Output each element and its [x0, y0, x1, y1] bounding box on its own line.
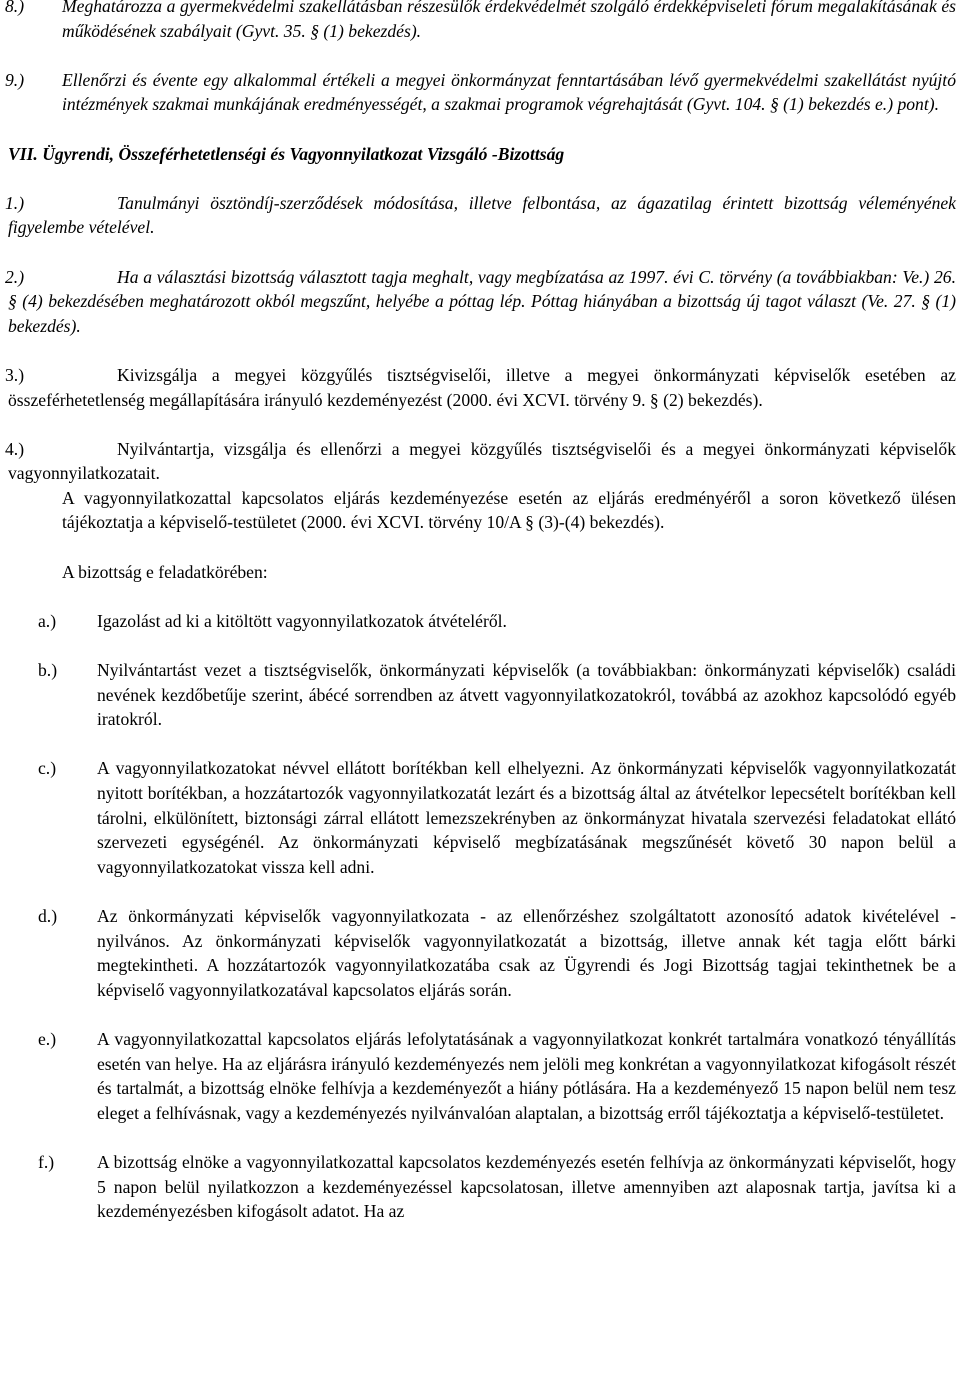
sub-item-label: c.) — [38, 758, 57, 779]
list-item-2 — [0, 265, 960, 339]
sub-item-b — [0, 658, 960, 732]
sub-item-text: Igazolást ad ki a kitöltött vagyonnyilatkozatok átvételéről. — [97, 610, 507, 631]
item-number: 2.) — [5, 266, 25, 287]
item-number: 1.) — [5, 192, 25, 213]
sub-item-e — [0, 1027, 960, 1125]
list-item-3 — [0, 363, 960, 412]
sub-item-text: A vagyonnyilatkozatokat névvel ellátott borítékban kell elhelyezni. Az önkormányzati képviselők vagyonnyilatkozatát nyitott borítékban, a hozzátartozók vagyonnyilatkozatát lezárt és a bizottság által az átvételkor lepecsételt borítékban kell tárolni, elkülönített, biztonsági zárral ellátott lemezszekrényben az önkormányzat hivatala szervezési feladatokat ellátó szervezeti egységénél. Az önkormányzati képviselő megbízatásának megszűnését követő 30 napon belül a vagyonnyilatkozatokat vissza kell adni. — [97, 758, 956, 877]
sub-item-label: f.) — [38, 1151, 55, 1172]
sub-item-a — [0, 609, 960, 634]
section-heading: VII. Ügyrendi, Összeférhetetlenségi és Vagyonnyilatkozat Vizsgáló -Bizottság — [8, 143, 565, 164]
item-number: 3.) — [5, 364, 25, 385]
list-item-9 — [0, 68, 960, 117]
sub-item-label: e.) — [38, 1028, 57, 1049]
sub-item-text: A bizottság elnöke a vagyonnyilatkozattal kapcsolatos kezdeményezés esetén felhívja az önkormányzati képviselőt, hogy 5 napon belül nyilatkozzon a kezdeményezéssel kapcsolatosan, illetve amennyiben azt alaposnak tartja, javítsa ki a kezdeményezésben kifogásolt adatot. Ha az — [97, 1151, 956, 1222]
sub-item-label: b.) — [38, 660, 58, 681]
item-number: 8.) — [5, 0, 25, 16]
item-text: Tanulmányi ösztöndíj-szerződések módosítása, illetve felbontása, az ágazatilag érintett bizottság véleményének figyelembe vételével. — [8, 192, 956, 238]
sub-item-label: a.) — [38, 610, 57, 631]
list-item-8 — [0, 0, 960, 43]
item-text-continuation: A vagyonnyilatkozattal kapcsolatos eljárás kezdeményezése esetén az eljárás eredményéről a soron következő ülésen tájékoztatja a képviselő-testületet (2000. évi XCVI. törvény 10/A § (3)-(4) bekezdés). — [62, 487, 956, 533]
sub-item-d — [0, 904, 960, 1002]
item-text: Nyilvántartja, vizsgálja és ellenőrzi a megyei közgyűlés tisztségviselői és a megyei önkormányzati képviselők vagyonnyilatkozatait. — [8, 438, 956, 484]
sub-item-text: Az önkormányzati képviselők vagyonnyilatkozata - az ellenőrzéshez szolgáltatott azonosító adatok kivételével - nyilvános. Az önkormányzati képviselők vagyonnyilatkozatát a bizottság, illetve annak két tagja előtt bárki megtekintheti. A hozzátartozók vagyonnyilatkozatába csak az Ügyrendi és Jogi Bizottság tagjai tekinthetnek be a képviselő vagyonnyilatkozatával kapcsolatos eljárás során. — [97, 905, 956, 1000]
subheading: A bizottság e feladatkörében: — [62, 561, 268, 582]
sub-item-label: d.) — [38, 905, 58, 926]
sub-item-text: A vagyonnyilatkozattal kapcsolatos eljárás lefolytatásának a vagyonnyilatkozat konkrét tartalmára vonatkozó tényállítás esetén van helye. Ha az eljárásra irányuló kezdeményezés nem jelöli meg konkrétan a vagyonnyilatkozat kifogásolt részét és tartalmát, a bizottság elnöke felhívja a kezdeményezőt a hiány pótlására. Ha a kezdeményező 15 napon belül nem tesz eleget a felhívásnak, vagy a kezdeményezés nyilvánvalóan alaptalan, a bizottság erről tájékoztatja a képviselő-testületet. — [97, 1028, 956, 1123]
item-number: 4.) — [5, 438, 25, 459]
list-item-4 — [0, 437, 960, 535]
sub-item-f — [0, 1150, 960, 1224]
sub-item-text: Nyilvántartást vezet a tisztségviselők, önkormányzati képviselők (a továbbiakban: önkormányzati képviselők) családi nevének kezdőbetűje szerint, ábécé sorrendben az átvett vagyonnyilatkozatokról, továbbá az azokhoz kapcsolódó egyéb iratokról. — [97, 660, 956, 730]
item-number: 9.) — [5, 69, 25, 90]
item-text: Ha a választási bizottság választott tagja meghalt, vagy megbízatása az 1997. évi C. törvény (a továbbiakban: Ve.) 26. § (4) bekezdésében meghatározott okból megszűnt, helyébe a póttag lép. Póttag hiányában a bizottság új tagot választ (Ve. 27. § (1) bekezdés). — [8, 266, 956, 336]
item-text: Ellenőrzi és évente egy alkalommal értékeli a megyei önkormányzat fenntartásában lévő gyermekvédelmi szakellátást nyújtó intézmények szakmai munkájának eredményességét, a szakmai programok végrehajtását (Gyvt. 104. § (1) bekezdés e.) pont). — [62, 69, 956, 115]
item-text: Kivizsgálja a megyei közgyűlés tisztségviselői, illetve a megyei önkormányzati képviselők esetében az összeférhetetlenség megállapítására irányuló kezdeményezést (2000. évi XCVI. törvény 9. § (2) bekezdés). — [8, 364, 956, 410]
list-item-1 — [0, 191, 960, 240]
sub-item-c — [0, 756, 960, 879]
item-text: Meghatározza a gyermekvédelmi szakellátásban részesülők érdekvédelmét szolgáló érdekképviseleti fórum megalakításának és működésének szabályait (Gyvt. 35. § (1) bekezdés). — [62, 0, 956, 41]
